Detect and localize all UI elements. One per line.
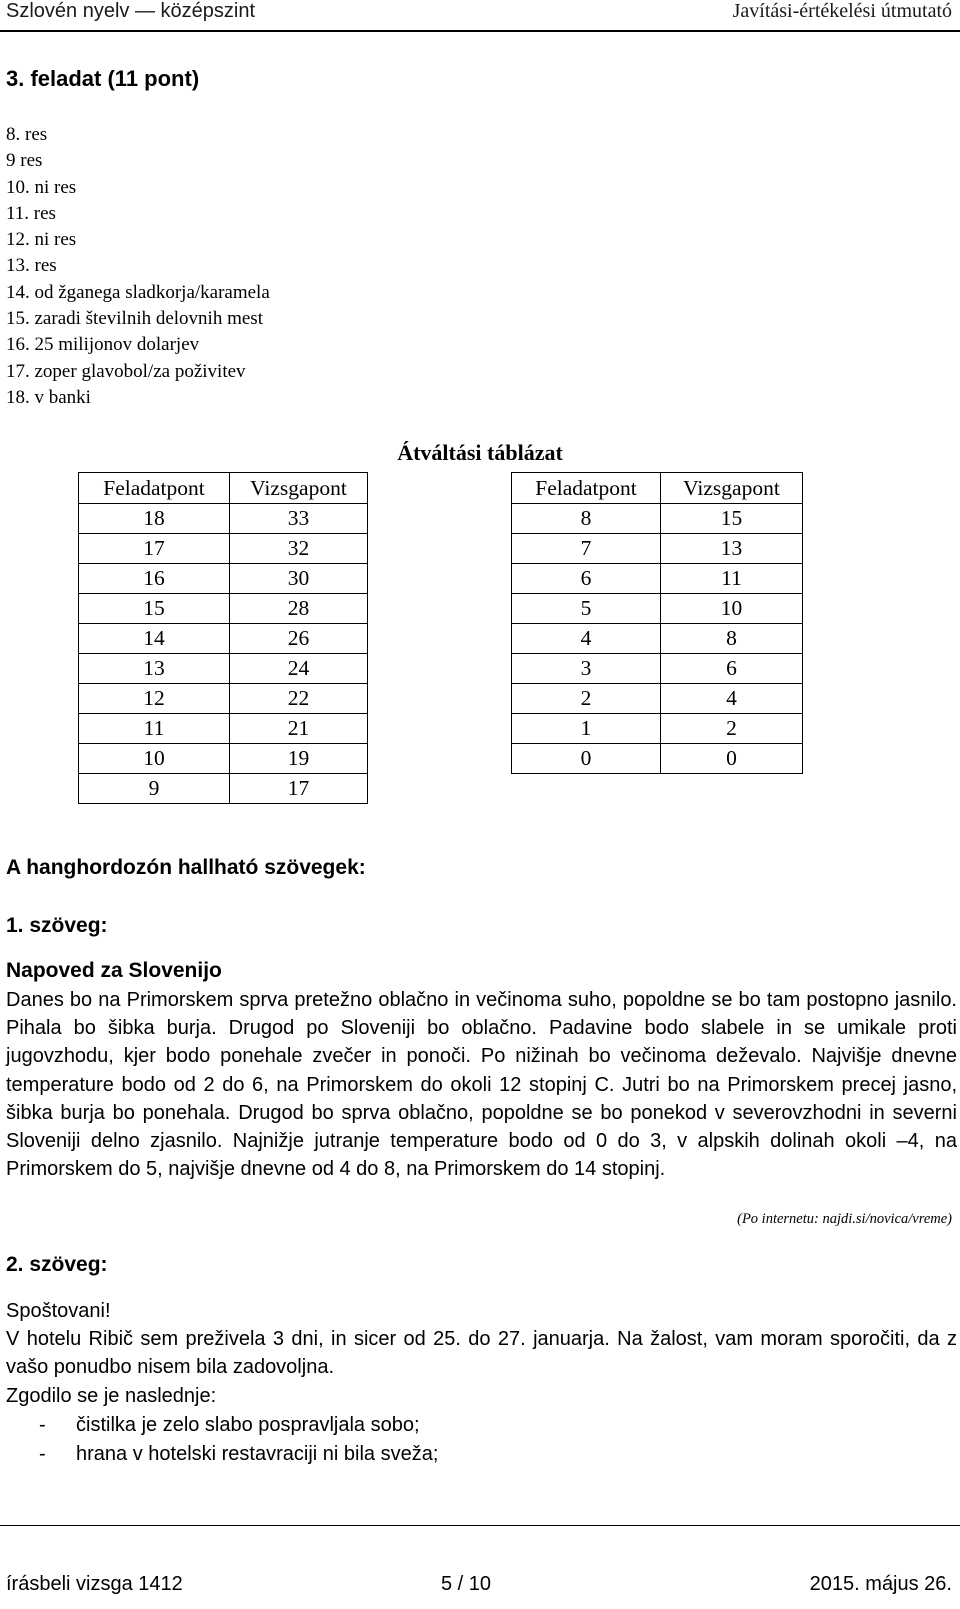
exam-points-cell: 19 [230, 744, 368, 774]
conversion-table-left [78, 472, 368, 804]
dash-marker: - [39, 1414, 46, 1436]
list-item-text: hrana v hotelski restavraciji ni bila sveža; [76, 1442, 439, 1465]
exam-points-cell: 30 [230, 564, 368, 594]
footer-right: 2015. május 26. [809, 1573, 952, 1595]
text1-source: (Po internetu: najdi.si/novica/vreme) [737, 1211, 952, 1227]
header-left: Szlovén nyelv — középszint [6, 0, 256, 22]
exam-points-cell: 4 [661, 684, 803, 714]
table-row [512, 714, 803, 744]
exam-points-cell: 6 [661, 654, 803, 684]
exam-points-cell: 32 [230, 534, 368, 564]
table-row [512, 534, 803, 564]
task-points-cell: 1 [512, 714, 661, 744]
column-header-task-points: Feladatpont [512, 473, 661, 504]
task-points-cell: 6 [512, 564, 661, 594]
table-row [79, 774, 368, 804]
header-rule [0, 30, 960, 32]
task-points-cell: 5 [512, 594, 661, 624]
exam-points-cell: 13 [661, 534, 803, 564]
table-row [512, 624, 803, 654]
task-points-cell: 15 [79, 594, 230, 624]
text2-intro: Zgodilo se je naslednje: [6, 1385, 217, 1407]
text2-greeting: Spoštovani! [6, 1300, 111, 1322]
text1-body: Danes bo na Primorskem sprva pretežno oblačno in večinoma suho, popoldne se bo tam postopno jasnilo. Pihala bo šibka burja. Drugod po Sloveniji bo oblačno. Padavine bodo slabele in se umikale proti jugovzhodu, kjer bodo ponehale zvečer in ponoči. Po nižinah bo večinoma deževalo. Najvišje dnevne temperature bodo od 2 do 6, na Primorskem do okoli 12 stopinj C. Jutri bo na Primorskem precej jasno, šibka burja bo ponehala. Drugod bo sprva oblačno, popoldne se bo ponekod v severovzhodni in severni Sloveniji delno zjasnilo. Najnižje jutranje temperature bodo od 0 do 3, v alpskih dolinah okoli –4, na Primorskem do 5, najvišje dnevne od 4 do 8, na Primorskem do 14 stopinj. [6, 989, 957, 1181]
table-row [512, 654, 803, 684]
table-row [512, 594, 803, 624]
exam-points-cell: 8 [661, 624, 803, 654]
exam-points-cell: 10 [661, 594, 803, 624]
table-row [512, 744, 803, 774]
answer-item: 9 res [6, 150, 43, 172]
exam-points-cell: 24 [230, 654, 368, 684]
conversion-title: Átváltási táblázat [397, 440, 563, 465]
exam-points-cell: 15 [661, 504, 803, 534]
task-points-cell: 17 [79, 534, 230, 564]
table-row [79, 654, 368, 684]
exam-points-cell: 2 [661, 714, 803, 744]
footer-left: írásbeli vizsga 1412 [6, 1573, 183, 1595]
task-points-cell: 0 [512, 744, 661, 774]
answer-item: 8. res [6, 124, 48, 145]
table-row [512, 564, 803, 594]
task-points-cell: 3 [512, 654, 661, 684]
list-item-text: čistilka je zelo slabo pospravljala sobo; [76, 1414, 420, 1436]
footer-center: 5 / 10 [441, 1573, 492, 1595]
task-points-cell: 9 [79, 774, 230, 804]
answer-item: 12. ni res [6, 229, 77, 251]
table-row [79, 594, 368, 624]
answer-item: 18. v banki [6, 386, 91, 408]
task-points-cell: 12 [79, 684, 230, 714]
table-row [79, 624, 368, 654]
task-points-cell: 7 [512, 534, 661, 564]
answer-list [6, 122, 270, 411]
exam-points-cell: 21 [230, 714, 368, 744]
table-row [512, 684, 803, 714]
exam-points-cell: 26 [230, 624, 368, 654]
exam-points-cell: 33 [230, 504, 368, 534]
answer-item: 13. res [6, 255, 57, 277]
answer-item: 11. res [6, 202, 56, 224]
task-points-cell: 13 [79, 654, 230, 684]
task-points-cell: 10 [79, 744, 230, 774]
text1-title: Napoved za Slovenijo [6, 959, 222, 982]
table-row [512, 504, 803, 534]
task-points-cell: 8 [512, 504, 661, 534]
answer-item: 10. ni res [6, 176, 77, 198]
column-header-exam-points: Vizsgapont [230, 473, 368, 504]
table-row [79, 504, 368, 534]
table-row [79, 684, 368, 714]
footer-rule [0, 1525, 960, 1526]
list-item [6, 1411, 438, 1440]
column-header-task-points: Feladatpont [79, 473, 230, 504]
conversion-table-right [511, 472, 803, 774]
task-points-cell: 4 [512, 624, 661, 654]
audio-heading: A hanghordozón hallható szövegek: [6, 856, 366, 879]
task-points-cell: 16 [79, 564, 230, 594]
answer-item: 16. 25 milijonov dolarjev [6, 334, 200, 356]
answer-item: 14. od žganega sladkorja/karamela [6, 281, 270, 303]
exam-points-cell: 0 [661, 744, 803, 774]
header-right: Javítási-értékelési útmutató [732, 0, 952, 22]
table-row [79, 744, 368, 774]
table-row [79, 564, 368, 594]
task-points-cell: 14 [79, 624, 230, 654]
exam-points-cell: 28 [230, 594, 368, 624]
text2-body: V hotelu Ribič sem preživela 3 dni, in sicer od 25. do 27. januarja. Na žalost, vam moram sporočiti, da z vašo ponudbo nisem bila zadovoljna. [6, 1328, 957, 1379]
answer-item: 17. zoper glavobol/za poživitev [6, 360, 246, 382]
exam-points-cell: 22 [230, 684, 368, 714]
table-row [79, 714, 368, 744]
column-header-exam-points: Vizsgapont [661, 473, 803, 504]
text2-label: 2. szöveg: [6, 1253, 108, 1276]
table-row [79, 534, 368, 564]
task-title: 3. feladat (11 pont) [6, 66, 200, 91]
list-item [6, 1440, 438, 1469]
dash-marker: - [39, 1442, 46, 1465]
exam-points-cell: 17 [230, 774, 368, 804]
text2-list [6, 1411, 438, 1468]
task-points-cell: 2 [512, 684, 661, 714]
exam-points-cell: 11 [661, 564, 803, 594]
answer-item: 15. zaradi številnih delovnih mest [6, 308, 263, 330]
text1-label: 1. szöveg: [6, 914, 108, 937]
task-points-cell: 11 [79, 714, 230, 744]
task-points-cell: 18 [79, 504, 230, 534]
